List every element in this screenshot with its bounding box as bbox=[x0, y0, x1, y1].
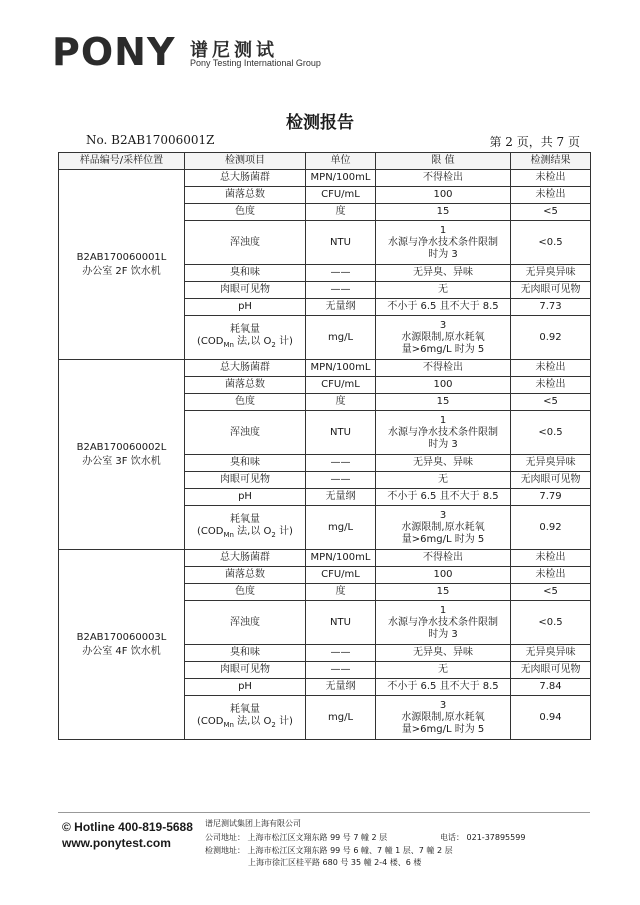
item-name: pH bbox=[238, 681, 252, 692]
header-sample: 样品编号/采样位置 bbox=[59, 153, 185, 170]
table-body bbox=[59, 170, 591, 740]
unit-cell: 度 bbox=[306, 394, 376, 411]
limit-cell: 不小于 6.5 且不大于 8.5 bbox=[376, 679, 511, 696]
result-cell: <0.5 bbox=[511, 411, 591, 455]
item-cell bbox=[185, 472, 306, 489]
cod-note-part: 2 bbox=[271, 531, 276, 539]
item-name: 臭和味 bbox=[230, 457, 260, 468]
table-header-row bbox=[59, 153, 591, 170]
cod-note-part: 计) bbox=[275, 716, 293, 727]
limit-cell: 不小于 6.5 且不大于 8.5 bbox=[376, 489, 511, 506]
item-cell bbox=[185, 377, 306, 394]
limit-cell: 15 bbox=[376, 584, 511, 601]
item-cell bbox=[185, 662, 306, 679]
limit-cell: 无 bbox=[376, 662, 511, 679]
telephone: 电话： 021-37895599 bbox=[440, 833, 526, 842]
brand-name-en: Pony Testing International Group bbox=[190, 58, 321, 68]
unit-cell: CFU/mL bbox=[306, 187, 376, 204]
limit-line: 1 bbox=[439, 414, 447, 426]
unit-cell: —— bbox=[306, 455, 376, 472]
unit-cell: 度 bbox=[306, 204, 376, 221]
unit-cell: —— bbox=[306, 265, 376, 282]
limit-line: 水源限制,原水耗氧 bbox=[401, 331, 485, 343]
unit-cell: mg/L bbox=[306, 506, 376, 550]
hotline: © Hotline 400-819-5688 bbox=[62, 820, 193, 834]
item-cell bbox=[185, 411, 306, 455]
unit-cell: MPN/100mL bbox=[306, 550, 376, 567]
limit-line: 量>6mg/L 时为 5 bbox=[401, 533, 485, 545]
item-name: 肉眼可见物 bbox=[220, 664, 270, 675]
limit-line: 3 bbox=[439, 699, 447, 711]
item-cell bbox=[185, 282, 306, 299]
item-cell bbox=[185, 679, 306, 696]
result-cell: 未检出 bbox=[511, 377, 591, 394]
item-name: 肉眼可见物 bbox=[220, 474, 270, 485]
result-cell: 0.92 bbox=[511, 506, 591, 550]
limit-line: 3 bbox=[439, 319, 447, 331]
item-name: 耗氧量 bbox=[230, 514, 260, 525]
result-cell: 无异臭异味 bbox=[511, 455, 591, 472]
limit-cell bbox=[376, 316, 511, 360]
limit-cell bbox=[376, 221, 511, 265]
item-cell bbox=[185, 567, 306, 584]
unit-cell: —— bbox=[306, 472, 376, 489]
item-name: 肉眼可见物 bbox=[220, 284, 270, 295]
header-unit: 单位 bbox=[306, 153, 376, 170]
sample-cell bbox=[59, 170, 185, 360]
cod-note-part: Mn bbox=[223, 721, 234, 729]
result-cell: <0.5 bbox=[511, 601, 591, 645]
item-name: 浑浊度 bbox=[230, 236, 260, 248]
item-name: 耗氧量 bbox=[230, 704, 260, 715]
item-cell bbox=[185, 299, 306, 316]
item-name: 浑浊度 bbox=[230, 616, 260, 628]
limit-cell bbox=[376, 411, 511, 455]
pony-logo bbox=[52, 30, 175, 74]
unit-cell: 无量纲 bbox=[306, 299, 376, 316]
cod-note-part: (COD bbox=[197, 526, 224, 537]
result-cell: 无肉眼可见物 bbox=[511, 282, 591, 299]
limit-line: 时为 3 bbox=[428, 438, 458, 450]
result-cell: 未检出 bbox=[511, 360, 591, 377]
item-cell bbox=[185, 204, 306, 221]
result-cell: 7.73 bbox=[511, 299, 591, 316]
unit-cell: MPN/100mL bbox=[306, 360, 376, 377]
unit-cell: —— bbox=[306, 645, 376, 662]
unit-cell: NTU bbox=[306, 411, 376, 455]
unit-cell: 无量纲 bbox=[306, 679, 376, 696]
unit-cell: —— bbox=[306, 662, 376, 679]
cod-note-part: 法,以 O bbox=[233, 716, 272, 727]
cod-note bbox=[187, 526, 303, 541]
item-cell bbox=[185, 645, 306, 662]
item-name: 耗氧量 bbox=[230, 324, 260, 335]
limit-cell: 无异臭、异味 bbox=[376, 455, 511, 472]
limit-cell: 100 bbox=[376, 187, 511, 204]
company-name: 谱尼测试集团上海有限公司 bbox=[205, 819, 301, 828]
sample-location: 办公室 3F 饮水机 bbox=[82, 455, 161, 467]
item-cell bbox=[185, 170, 306, 187]
table-row bbox=[59, 550, 591, 567]
result-cell: 未检出 bbox=[511, 550, 591, 567]
header-result: 检测结果 bbox=[511, 153, 591, 170]
item-cell bbox=[185, 584, 306, 601]
item-cell bbox=[185, 394, 306, 411]
sample-cell bbox=[59, 360, 185, 550]
limit-line: 时为 3 bbox=[428, 248, 458, 260]
brand-name-cn: 谱尼测试 bbox=[190, 40, 278, 61]
item-name: 菌落总数 bbox=[225, 569, 265, 580]
cod-note-part: 2 bbox=[271, 341, 276, 349]
item-name: 总大肠菌群 bbox=[220, 172, 270, 183]
result-cell: 未检出 bbox=[511, 187, 591, 204]
page-title: 检测报告 bbox=[286, 113, 354, 133]
limit-cell: 不得检出 bbox=[376, 170, 511, 187]
item-name: 菌落总数 bbox=[225, 189, 265, 200]
cod-note-part: 计) bbox=[275, 336, 293, 347]
result-cell: <5 bbox=[511, 584, 591, 601]
limit-cell: 100 bbox=[376, 377, 511, 394]
item-cell bbox=[185, 550, 306, 567]
limit-cell: 无 bbox=[376, 472, 511, 489]
cod-note-part: 计) bbox=[275, 526, 293, 537]
limit-line: 水源与净水技术条件限制 bbox=[388, 616, 498, 628]
limit-line: 1 bbox=[439, 224, 447, 236]
limit-cell: 不得检出 bbox=[376, 550, 511, 567]
item-cell bbox=[185, 360, 306, 377]
sample-id: B2AB170060003L bbox=[76, 631, 167, 643]
table-row bbox=[59, 360, 591, 377]
limit-line: 时为 3 bbox=[428, 628, 458, 640]
item-cell bbox=[185, 221, 306, 265]
item-name: 菌落总数 bbox=[225, 379, 265, 390]
item-name: pH bbox=[238, 301, 252, 312]
limit-cell bbox=[376, 601, 511, 645]
sample-location: 办公室 4F 饮水机 bbox=[82, 645, 161, 657]
limit-line: 水源限制,原水耗氧 bbox=[401, 521, 485, 533]
unit-cell: mg/L bbox=[306, 696, 376, 740]
cod-note bbox=[187, 716, 303, 731]
unit-cell: NTU bbox=[306, 601, 376, 645]
limit-cell bbox=[376, 696, 511, 740]
item-name: 色度 bbox=[235, 586, 255, 597]
website-link[interactable]: www.ponytest.com bbox=[62, 836, 171, 850]
header-limit: 限 值 bbox=[376, 153, 511, 170]
sample-cell bbox=[59, 550, 185, 740]
header-item: 检测项目 bbox=[185, 153, 306, 170]
page-indicator: 第 2 页，共 7 页 bbox=[489, 135, 580, 149]
cod-note bbox=[187, 336, 303, 351]
result-cell: 无肉眼可见物 bbox=[511, 662, 591, 679]
limit-cell: 不得检出 bbox=[376, 360, 511, 377]
limit-line: 3 bbox=[439, 509, 447, 521]
limit-line: 水源与净水技术条件限制 bbox=[388, 236, 498, 248]
unit-cell: MPN/100mL bbox=[306, 170, 376, 187]
sample-id: B2AB170060002L bbox=[76, 441, 167, 453]
unit-cell: 无量纲 bbox=[306, 489, 376, 506]
limit-line: 量>6mg/L 时为 5 bbox=[401, 343, 485, 355]
lab-address-2: 上海市徐汇区桂平路 680 号 35 幢 2-4 楼、6 楼 bbox=[248, 858, 422, 867]
item-name: 色度 bbox=[235, 396, 255, 407]
company-address: 公司地址： 上海市松江区文翔东路 99 号 7 幢 2 层 bbox=[205, 833, 388, 842]
item-name: 臭和味 bbox=[230, 267, 260, 278]
result-cell: 未检出 bbox=[511, 170, 591, 187]
result-cell: 未检出 bbox=[511, 567, 591, 584]
limit-cell: 无 bbox=[376, 282, 511, 299]
footer-divider bbox=[58, 812, 590, 813]
result-cell: 无肉眼可见物 bbox=[511, 472, 591, 489]
result-cell: 无异臭异味 bbox=[511, 645, 591, 662]
item-cell bbox=[185, 265, 306, 282]
cod-note-part: 法,以 O bbox=[233, 526, 272, 537]
unit-cell: mg/L bbox=[306, 316, 376, 360]
limit-cell: 不小于 6.5 且不大于 8.5 bbox=[376, 299, 511, 316]
limit-cell: 100 bbox=[376, 567, 511, 584]
item-cell bbox=[185, 187, 306, 204]
result-cell: 0.92 bbox=[511, 316, 591, 360]
item-name: pH bbox=[238, 491, 252, 502]
result-cell: 无异臭异味 bbox=[511, 265, 591, 282]
unit-cell: CFU/mL bbox=[306, 567, 376, 584]
item-cell bbox=[185, 506, 306, 550]
cod-note-part: Mn bbox=[223, 531, 234, 539]
item-cell bbox=[185, 316, 306, 360]
item-name: 浑浊度 bbox=[230, 426, 260, 438]
result-cell: <0.5 bbox=[511, 221, 591, 265]
limit-cell: 无异臭、异味 bbox=[376, 645, 511, 662]
cod-note-part: 2 bbox=[271, 721, 276, 729]
report-number: No. B2AB17006001Z bbox=[86, 133, 215, 147]
limit-line: 水源限制,原水耗氧 bbox=[401, 711, 485, 723]
item-name: 臭和味 bbox=[230, 647, 260, 658]
limit-cell: 15 bbox=[376, 204, 511, 221]
logo-text: PONY bbox=[52, 30, 176, 74]
item-cell bbox=[185, 601, 306, 645]
item-cell bbox=[185, 696, 306, 740]
unit-cell: 度 bbox=[306, 584, 376, 601]
result-cell: 0.94 bbox=[511, 696, 591, 740]
cod-note-part: Mn bbox=[223, 341, 234, 349]
limit-line: 水源与净水技术条件限制 bbox=[388, 426, 498, 438]
lab-address: 检测地址： 上海市松江区文翔东路 99 号 6 幢、7 幢 1 层、7 幢 2 层 bbox=[205, 846, 453, 855]
cod-note-part: (COD bbox=[197, 716, 224, 727]
limit-line: 量>6mg/L 时为 5 bbox=[401, 723, 485, 735]
cod-note-part: 法,以 O bbox=[233, 336, 272, 347]
table-row bbox=[59, 170, 591, 187]
item-name: 总大肠菌群 bbox=[220, 552, 270, 563]
sample-id: B2AB170060001L bbox=[76, 251, 167, 263]
unit-cell: CFU/mL bbox=[306, 377, 376, 394]
cod-note-part: (COD bbox=[197, 336, 224, 347]
result-cell: 7.84 bbox=[511, 679, 591, 696]
limit-line: 1 bbox=[439, 604, 447, 616]
limit-cell bbox=[376, 506, 511, 550]
sample-location: 办公室 2F 饮水机 bbox=[82, 265, 161, 277]
result-cell: <5 bbox=[511, 204, 591, 221]
limit-cell: 无异臭、异味 bbox=[376, 265, 511, 282]
item-cell bbox=[185, 489, 306, 506]
item-name: 总大肠菌群 bbox=[220, 362, 270, 373]
item-cell bbox=[185, 455, 306, 472]
results-table bbox=[58, 152, 591, 740]
item-name: 色度 bbox=[235, 206, 255, 217]
unit-cell: NTU bbox=[306, 221, 376, 265]
limit-cell: 15 bbox=[376, 394, 511, 411]
result-cell: <5 bbox=[511, 394, 591, 411]
result-cell: 7.79 bbox=[511, 489, 591, 506]
unit-cell: —— bbox=[306, 282, 376, 299]
